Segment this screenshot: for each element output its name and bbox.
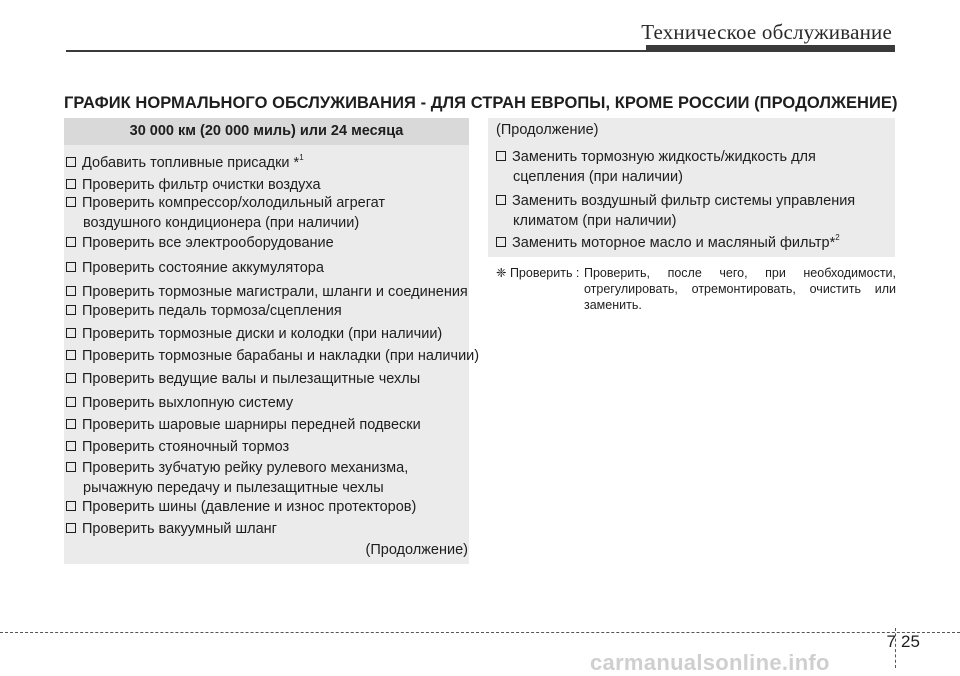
checkbox-icon <box>66 305 76 315</box>
checklist-item: Проверить ведущие валы и пылезащитные чехлы <box>66 369 466 389</box>
checkbox-icon <box>66 197 76 207</box>
checklist-item: Заменить тормозную жидкость/жидкость для сцепления (при наличии) <box>496 147 892 187</box>
checklist-item: Проверить тормозные барабаны и накладки (при наличии) <box>66 346 466 366</box>
header-rule-thin <box>66 50 646 52</box>
checkbox-icon <box>66 397 76 407</box>
checkbox-icon <box>496 151 506 161</box>
checkbox-icon <box>496 195 506 205</box>
note-term: ❈ Проверить : <box>496 266 580 280</box>
checklist-item: Заменить воздушный фильтр системы управления климатом (при наличии) <box>496 191 892 231</box>
checklist-item: Проверить шаровые шарниры передней подвески <box>66 415 466 435</box>
checklist-item: Проверить состояние аккумулятора <box>66 258 466 278</box>
definition-note <box>496 265 896 313</box>
checkbox-icon <box>496 237 506 247</box>
checklist-item: Проверить шины (давление и износ протекторов) <box>66 497 466 517</box>
note-definition: Проверить, после чего, при необходимости, отрегулировать, отремонтировать, очистить или заменить. <box>584 266 896 312</box>
checkbox-icon <box>66 350 76 360</box>
checkbox-icon <box>66 419 76 429</box>
checkbox-icon <box>66 462 76 472</box>
checklist-item: Проверить вакуумный шланг <box>66 519 466 539</box>
checklist-item: Проверить стояночный тормоз <box>66 437 466 457</box>
checkbox-icon <box>66 523 76 533</box>
watermark: carmanualsonline.info <box>590 650 830 675</box>
checklist-item: Проверить тормозные магистрали, шланги и соединения <box>66 282 466 302</box>
checklist-item: Заменить моторное масло и масляный фильтр*$^2$ <box>496 233 892 253</box>
checklist-item: Проверить тормозные диски и колодки (при наличии) <box>66 324 466 344</box>
checkbox-icon <box>66 328 76 338</box>
section-title: ГРАФИК НОРМАЛЬНОГО ОБСЛУЖИВАНИЯ - ДЛЯ СТРАН ЕВРОПЫ, КРОМЕ РОССИИ (ПРОДОЛЖЕНИЕ) <box>64 94 898 112</box>
page-number-divider <box>895 628 896 668</box>
checklist-item: Проверить зубчатую рейку рулевого механизма, рычажную передачу и пылезащитные чехлы <box>66 458 466 498</box>
checklist-item: Проверить педаль тормоза/сцепления <box>66 301 466 321</box>
checkbox-icon <box>66 441 76 451</box>
checklist-item: Добавить топливные присадки *$^1$ <box>66 153 466 173</box>
continued-label: (Продолжение) <box>365 542 468 558</box>
checkbox-icon <box>66 179 76 189</box>
left-schedule-header: 30 000 км (20 000 миль) или 24 месяца <box>64 118 469 145</box>
continued-header: (Продолжение) <box>496 122 599 138</box>
header-rule-thick <box>646 45 895 52</box>
chapter-number: 7 <box>886 632 896 651</box>
checkbox-icon <box>66 262 76 272</box>
checklist-item: Проверить все электрооборудование <box>66 233 466 253</box>
checklist-item: Проверить выхлопную систему <box>66 393 466 413</box>
page-number: 25 <box>901 632 920 651</box>
checkbox-icon <box>66 157 76 167</box>
page-header-title: Техническое обслуживание <box>641 20 892 44</box>
checkbox-icon <box>66 501 76 511</box>
checkbox-icon <box>66 286 76 296</box>
checkbox-icon <box>66 237 76 247</box>
footer-rule <box>0 632 960 633</box>
checklist-item: Проверить компрессор/холодильный агрегат воздушного кондиционера (при наличии) <box>66 193 466 233</box>
checklist-item: Проверить фильтр очистки воздуха <box>66 175 466 195</box>
checkbox-icon <box>66 373 76 383</box>
